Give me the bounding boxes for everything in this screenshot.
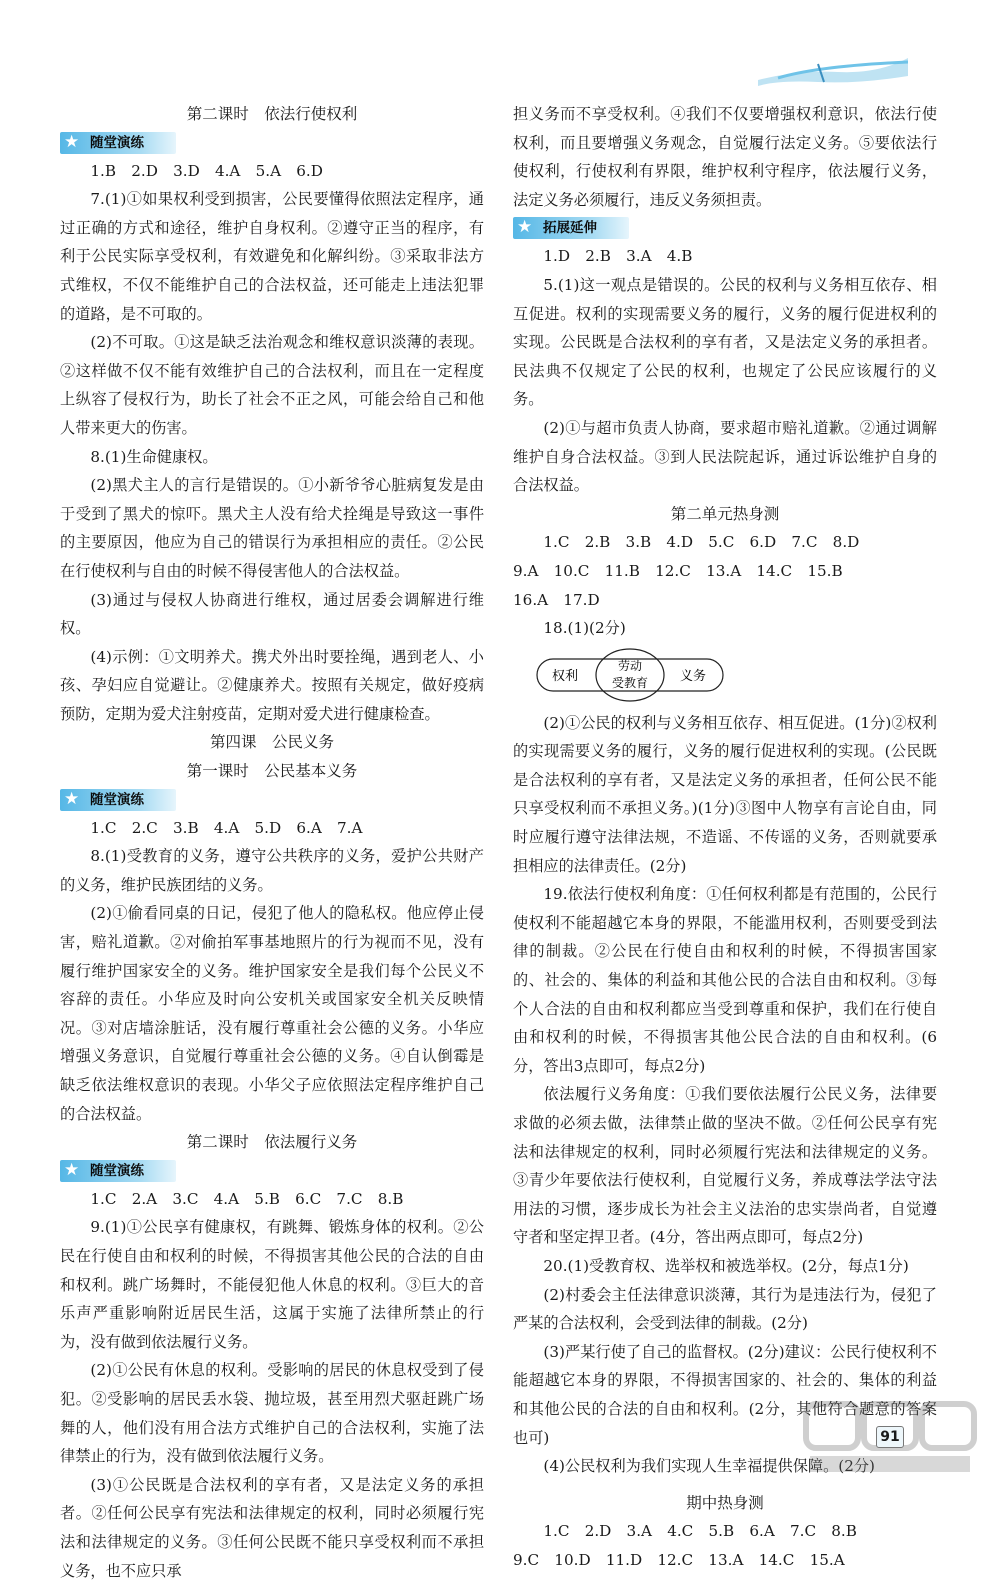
venn-label-labor: 劳动 xyxy=(617,658,643,673)
answer-paragraph: 5.(1)这一观点是错误的。公民的权利与义务相互依存、相互促进。权利的实现需要义务的履行，义务的履行促进权利的实现。公民既是合法权利的享有者，又是法定义务的承担者。民法典不仅规定了公民的权利，也规定了公民应该履行的义务。 xyxy=(513,275,937,409)
header-decoration-icon xyxy=(758,48,908,88)
answer-paragraph: 19.依法行使权利角度：①任何权利都是有范围的，公民行使权利不能超越它本身的界限，不能滥用权利，否则要受到法律的制裁。②公民在行使自由和权利的时候，不得损害国家的、社会的、集体的利益和其他公民的合法自由和权利。③每个人合法的自由和权利都应当受到尊重和保护，我们在行使自由和权利的时候，不得损害其他公民合法的自由和权利。(6分，答出3点即可，每点2分) xyxy=(513,885,937,1075)
answer-line: 9.C 10.D 11.D 12.C 13.A 14.C 15.A xyxy=(513,1550,845,1569)
practice-tag: ★ 随堂演练 xyxy=(60,789,176,811)
extension-tag: ★ 拓展延伸 xyxy=(513,217,629,239)
answer-paragraph: 18.(1)(2分) xyxy=(543,619,626,638)
inner-ellipse xyxy=(596,649,664,701)
left-column xyxy=(60,100,484,1585)
answer-paragraph: (3)严某行使了自己的监督权。(2分)建议：公民行使权利不能超越它本身的界限，不得损害国家的、社会的、集体的利益和其他公民的合法的自由和权利。(2分，其他符合题意的答案也可) xyxy=(513,1342,937,1447)
answer-paragraph: (2)①偷看同桌的日记，侵犯了他人的隐私权。他应停止侵害，赔礼道歉。②对偷拍军事基地照片的行为视而不见，没有履行维护国家安全的义务。维护国家安全是我们每个公民义不容辞的责任。小华应及时向公安机关或国家安全机关反映情况。③对店墙涂脏话，没有履行尊重社会公德的义务。小华应增强义务意识，自觉履行尊重社会公德的义务。④自认倒霉是缺乏依法维权意识的表现。小华父子应依照法定程序维护自己的合法权益。 xyxy=(60,904,484,1123)
answer-paragraph: (2)①与超市负责人协商，要求超市赔礼道歉。②通过调解维护自身合法权益。③到人民法院起诉，通过诉讼维护自身的合法权益。 xyxy=(513,418,937,495)
answer-paragraph: (2)黑犬主人的言行是错误的。①小新爷爷心脏病复发是由于受到了黑犬的惊吓。黑犬主人没有给犬拴绳是导致这一事件的主要原因，他应为自己的错误行为承担相应的责任。②公民在行使权利与自由的时候不得侵害他人的合法权益。 xyxy=(60,476,484,580)
venn-label-rights: 权利 xyxy=(551,668,579,684)
test-heading: 第二单元热身测 xyxy=(670,504,780,523)
answer-line: 1.C 2.C 3.B 4.A 5.D 6.A 7.A xyxy=(90,818,363,837)
answer-line: 16.A 17.D xyxy=(513,590,600,609)
answer-paragraph: 担义务而不享受权利。④我们不仅要增强权利意识，依法行使权利，而且要增强义务观念，自觉履行法定义务。⑤要依法行使权利，行使权利有界限，维护权利守程序，依法履行义务，法定义务必须履行，违反义务须担责。 xyxy=(513,105,937,209)
answer-paragraph: 8.(1)受教育的义务，遵守公共秩序的义务，爱护公共财产的义务，维护民族团结的义务。 xyxy=(60,847,484,894)
venn-diagram xyxy=(535,645,725,705)
answer-paragraph: (3)通过与侵权人协商进行维权，通过居委会调解进行维权。 xyxy=(60,590,484,638)
answer-paragraph: 20.(1)受教育权、选举权和被选举权。(2分，每点1分) xyxy=(543,1256,909,1275)
answer-paragraph: 依法履行义务角度：①我们要依法履行公民义务，法律要求做的必须去做，法律禁止做的坚决不做。②任何公民享有宪法和法律规定的权利，同时必须履行宪法和法律规定的义务。③青少年要依法行使权利，自觉履行义务，养成尊法学法守法用法的习惯，逐步成长为社会主义法治的忠实崇尚者，自觉遵守者和坚定捍卫者。(4分，答出两点即可，每点2分) xyxy=(513,1085,937,1247)
section-heading: 第二课时 依法行使权利 xyxy=(186,105,358,123)
answer-paragraph: (2)①公民有休息的权利。受影响的居民的休息权受到了侵犯。②受影响的居民丢水袋、抛垃圾，甚至用烈犬驱赶跳广场舞的人，他们没有用合法方式维护自己的合法权利，实施了法律禁止的行为，没有做到依法履行义务。 xyxy=(60,1361,484,1466)
test-heading: 期中热身测 xyxy=(686,1493,764,1512)
answer-paragraph: 8.(1)生命健康权。 xyxy=(90,447,218,466)
answer-line: 1.C 2.D 3.A 4.C 5.B 6.A 7.C 8.B xyxy=(543,1522,857,1541)
answer-line: 1.C 2.B 3.B 4.D 5.C 6.D 7.C 8.D xyxy=(543,533,860,552)
answer-line: 1.D 2.B 3.A 4.B xyxy=(543,247,693,266)
answer-paragraph: (2)不可取。①这是缺乏法治观念和维权意识淡薄的表现。②这样做不仅不能有效维护自己的合法权利，而且在一定程度上纵容了侵权行为，助长了社会不正之风，可能会给自己和他人带来更大的伤害。 xyxy=(60,333,484,437)
page-number-label: 91 xyxy=(876,1426,904,1448)
venn-label-duties: 义务 xyxy=(679,668,707,684)
page-number xyxy=(866,1424,922,1450)
star-icon: ★ xyxy=(64,788,80,809)
star-icon: ★ xyxy=(517,217,533,238)
practice-tag: ★ 随堂演练 xyxy=(60,1160,176,1182)
answer-paragraph: (4)公民权利为我们实现人生幸福提供保障。(2分) xyxy=(543,1457,875,1476)
star-icon: ★ xyxy=(64,1159,80,1180)
answer-line: 1.C 2.A 3.C 4.A 5.B 6.C 7.C 8.B xyxy=(90,1189,404,1208)
answer-paragraph: 9.(1)①公民享有健康权，有跳舞、锻炼身体的权利。②公民在行使自由和权利的时候，不得损害其他公民的合法的自由和权利。跳广场舞时，不能侵犯他人休息的权利。③巨大的音乐声严重影响附近居民生活，这属于实施了法律所禁止的行为，没有做到依法履行义务。 xyxy=(60,1218,484,1351)
right-column xyxy=(513,100,937,1575)
answer-paragraph: (4)示例：①文明养犬。携犬外出时要拴绳，遇到老人、小孩、孕妇应自觉避让。②健康养犬。按照有关规定，做好疫病预防，定期为爱犬注射疫苗，定期对爱犬进行健康检查。 xyxy=(60,647,484,723)
answer-paragraph: (2)①公民的权利与义务相互依存、相互促进。(1分)②权利的实现需要义务的履行，义务的履行促进权利的实现。(公民既是合法权利的享有者，又是法定义务的承担者，任何公民不能只享受权利而不承担义务。)(1分)③图中人物享有言论自由，同时应履行遵守法律法规，不造谣、不传谣的义务，否则就要承担相应的法律责任。(2分) xyxy=(513,713,937,875)
answer-paragraph: (3)①公民既是合法权利的享有者，又是法定义务的承担者。②任何公民享有宪法和法律规定的权利，同时必须履行宪法和法律规定的义务。③任何公民既不能只享受权利而不承担义务，也不应只承 xyxy=(60,1475,484,1580)
answer-line: 1.B 2.D 3.D 4.A 5.A 6.D xyxy=(90,161,323,180)
rights-duties-diagram xyxy=(513,645,937,707)
answer-line: 9.A 10.C 11.B 12.C 13.A 14.C 15.B xyxy=(513,561,843,580)
answer-paragraph: 7.(1)①如果权利受到损害，公民要懂得依照法定程序，通过正确的方式和途径，维护自身权利。②遵守正当的程序，有利于公民实际享受权利，有效避免和化解纠纷。③采取非法方式维权，不仅不能维护自己的合法权益，还可能走上违法犯罪的道路，是不可取的。 xyxy=(60,190,484,323)
section-heading: 第二课时 依法履行义务 xyxy=(186,1133,358,1152)
section-heading: 第一课时 公民基本义务 xyxy=(186,762,358,781)
practice-tag: ★ 随堂演练 xyxy=(60,132,176,154)
lesson-heading: 第四课 公民义务 xyxy=(209,733,334,752)
answer-paragraph: (2)村委会主任法律意识淡薄，其行为是违法行为，侵犯了严某的合法权利，会受到法律的制裁。(2分) xyxy=(513,1285,937,1333)
venn-label-education: 受教育 xyxy=(611,675,649,690)
star-icon: ★ xyxy=(64,131,80,152)
